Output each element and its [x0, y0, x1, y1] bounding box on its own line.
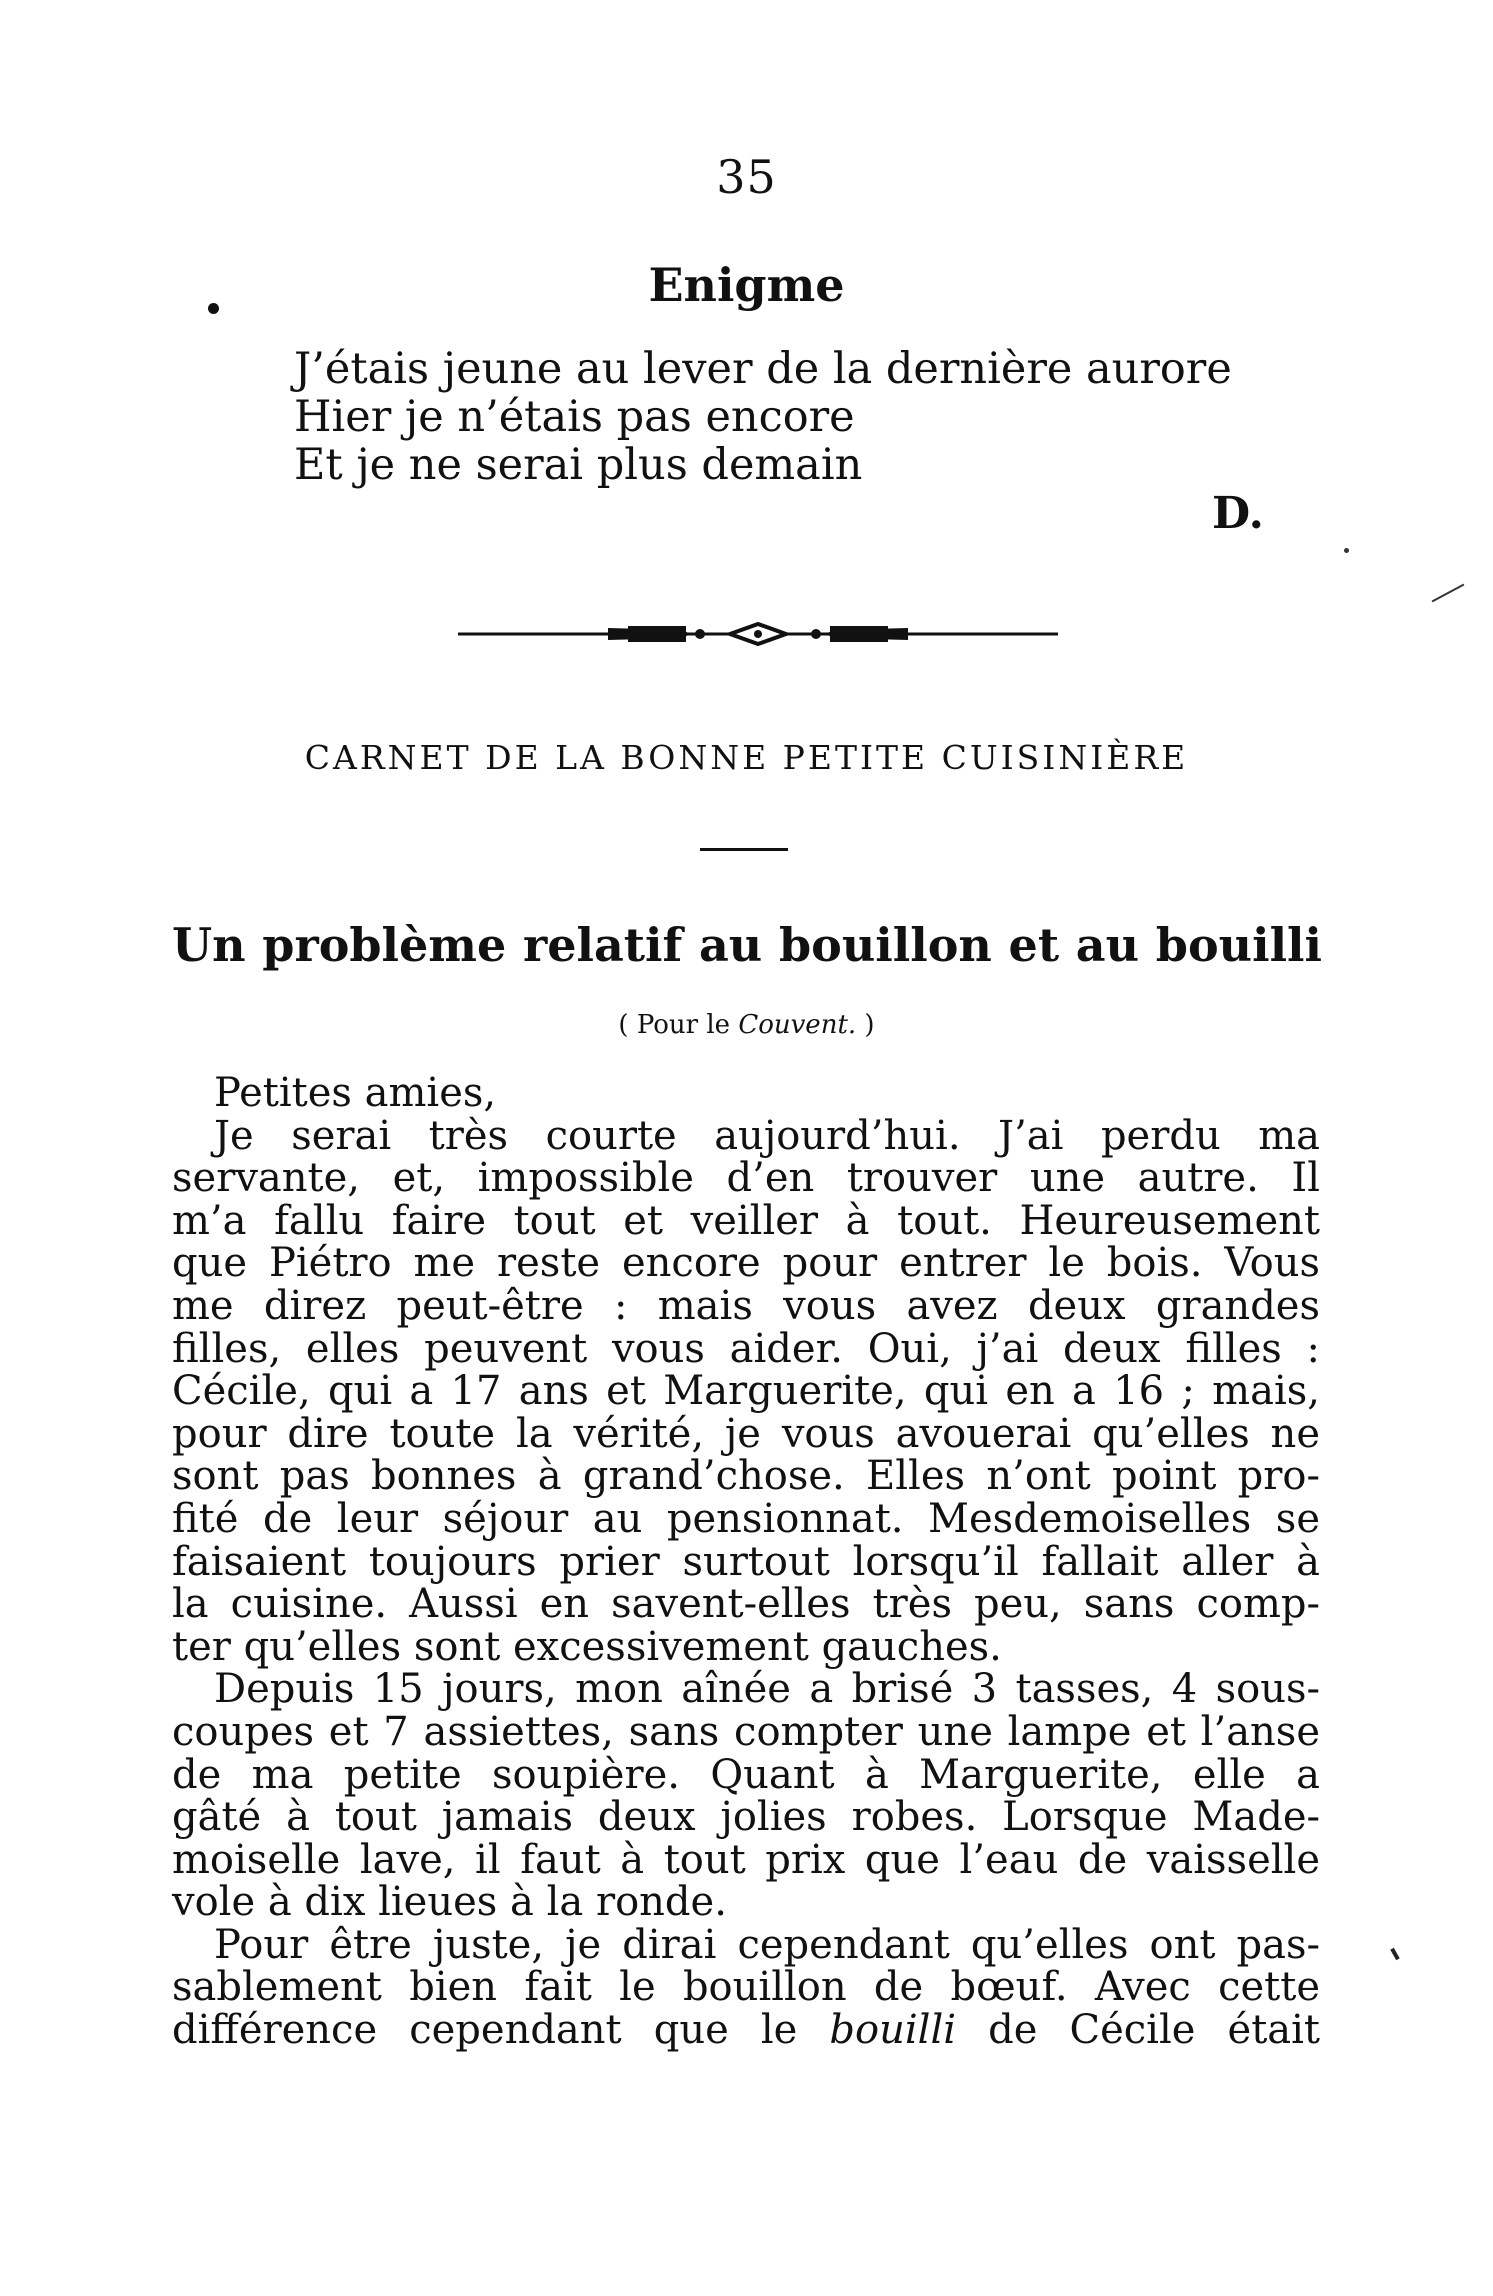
poem-line: J’étais jeune au lever de la dernière aurore: [294, 344, 1232, 394]
poem-line: Hier je n’étais pas encore: [294, 392, 855, 442]
body-line: pour dire toute la vérité, je vous avouerai qu’elles ne: [172, 1410, 1320, 1457]
last-line-after: de Cécile était: [956, 2007, 1320, 2054]
enigme-signature: D.: [1212, 488, 1264, 539]
subtitle-suffix: ): [856, 1010, 875, 1040]
body-line: que Piétro me reste encore pour entrer le bois. Vous: [172, 1240, 1320, 1287]
body-line: Depuis 15 jours, mon aînée a brisé 3 tasses, 4 sous-: [214, 1666, 1320, 1713]
section-heading: CARNET DE LA BONNE PETITE CUISINIÈRE: [304, 738, 1189, 777]
article-title: Un problème relatif au bouillon et au bouilli: [172, 918, 1322, 972]
enigme-poem: [294, 345, 1254, 489]
enigme-title: Enigme: [648, 258, 845, 312]
body-line: fité de leur séjour au pensionnat. Mesdemoiselles se: [172, 1495, 1320, 1542]
body-line: Pour être juste, je dirai cependant qu’elles ont pas-: [214, 1921, 1320, 1968]
body-line: gâté à tout jamais deux jolies robes. Lorsque Made-: [172, 1794, 1320, 1841]
short-rule: [700, 848, 788, 851]
body-line: sablement bien fait le bouillon de bœuf. Avec cette: [172, 1964, 1320, 2011]
article-subtitle: [0, 1010, 1493, 1040]
ink-speck: [1344, 548, 1349, 553]
body-line: m’a fallu faire tout et veiller à tout. Heureusement: [172, 1197, 1320, 1244]
subtitle-italic: Couvent.: [738, 1010, 857, 1040]
body-line: de ma petite soupière. Quant à Marguerite, elle a: [172, 1751, 1320, 1798]
poem-line: Et je ne serai plus demain: [294, 440, 863, 490]
body-line: Cécile, qui a 17 ans et Marguerite, qui en a 16 ; mais,: [172, 1368, 1320, 1415]
ink-tick: [1390, 1948, 1399, 1960]
ornamental-divider: [458, 614, 1058, 654]
article-body: [172, 1072, 1320, 2052]
body-line: la cuisine. Aussi en savent-elles très peu, sans comp-: [172, 1581, 1320, 1628]
body-line: servante, et, impossible d’en trouver une autre. Il: [172, 1155, 1320, 1202]
body-line: Je serai très courte aujourd’hui. J’ai perdu ma: [214, 1112, 1320, 1159]
body-line: vole à dix lieues à la ronde.: [172, 1879, 727, 1926]
body-line: ter qu’elles sont excessivement gauches.: [172, 1623, 1002, 1670]
last-line-italic: bouilli: [829, 2007, 957, 2054]
body-line-last: [172, 2009, 1320, 2052]
page-number: 35: [716, 150, 777, 204]
body-line: Petites amies,: [214, 1070, 497, 1116]
ink-stroke: [1432, 584, 1465, 603]
body-line: moiselle lave, il faut à tout prix que l’eau de vaisselle: [172, 1836, 1320, 1883]
body-line: me direz peut-être : mais vous avez deux grandes: [172, 1282, 1320, 1329]
last-line-before: différence cependant que le: [172, 2007, 830, 2054]
body-line: faisaient toujours prier surtout lorsqu’il fallait aller à: [172, 1538, 1320, 1585]
body-line: sont pas bonnes à grand’chose. Elles n’ont point pro-: [172, 1453, 1320, 1500]
subtitle-prefix: ( Pour le: [618, 1010, 739, 1040]
body-line: coupes et 7 assiettes, sans compter une lampe et l’anse: [172, 1708, 1320, 1755]
body-line: filles, elles peuvent vous aider. Oui, j’ai deux filles :: [172, 1325, 1320, 1372]
